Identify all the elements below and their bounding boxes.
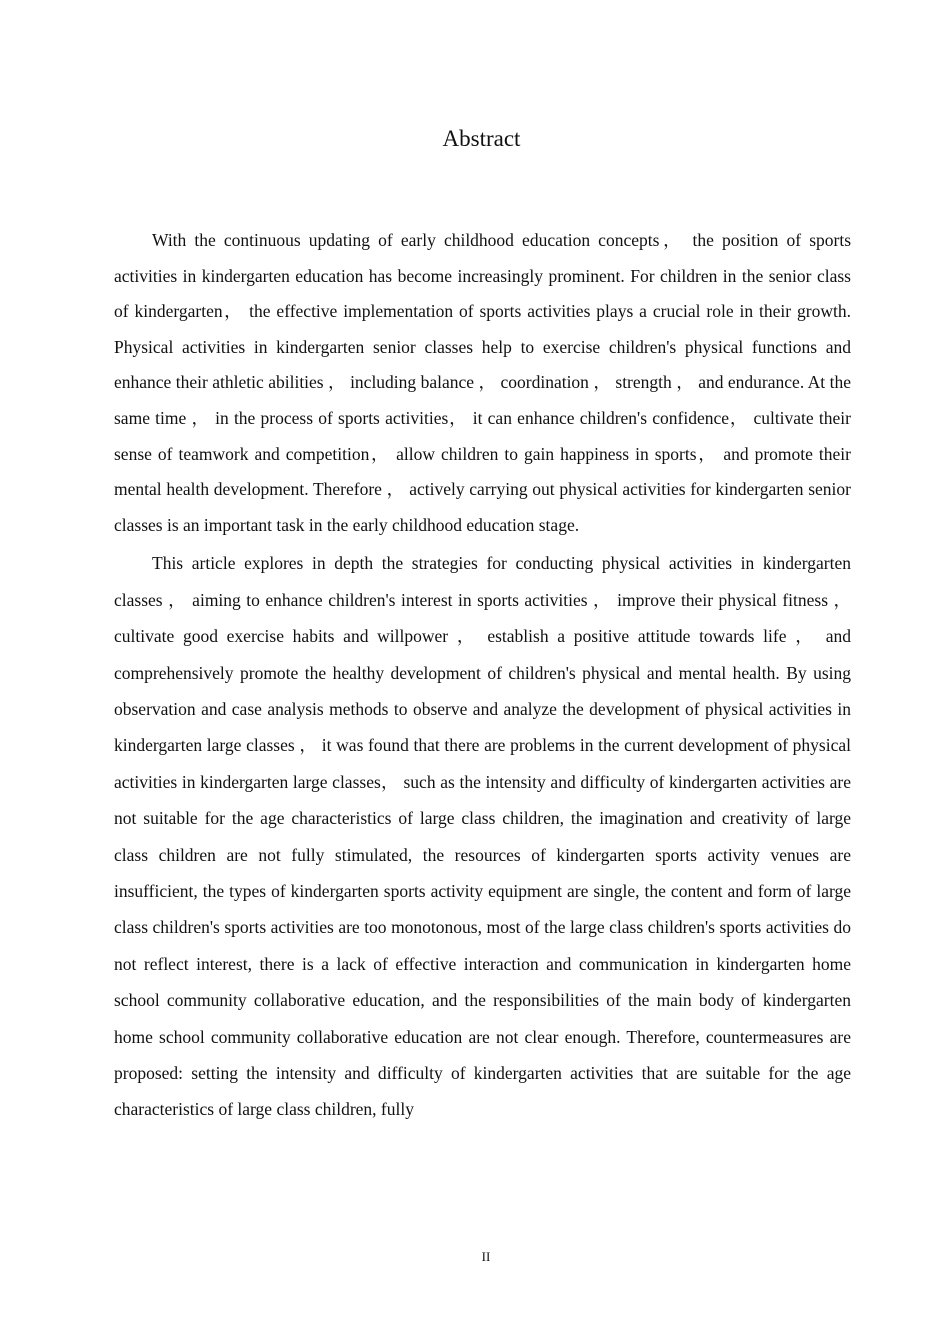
page-number: II	[481, 1249, 491, 1264]
abstract-body	[114, 223, 851, 1128]
abstract-paragraph-1: With the continuous updating of early childhood education concepts， the position of sports activities in kindergarten education has become increasingly prominent. For children in the senior class of kindergarten， the effective implementation of sports activities plays a crucial role in their growth. Physical activities in kindergarten senior classes help to exercise children's physical functions and enhance their athletic abilities ， including balance ， coordination ， strength ， and endurance. At the same time ， in the process of sports activities， it can enhance children's confidence， cultivate their sense of teamwork and competition， allow children to gain happiness in sports， and promote their mental health development. Therefore ， actively carrying out physical activities for kindergarten senior classes is an important task in the early childhood education stage.	[114, 230, 851, 535]
abstract-paragraph-2: This article explores in depth the strategies for conducting physical activities in kindergarten classes ， aiming to enhance children's interest in sports activities ， improve their physical fitness ， cultivate good exercise habits and willpower ， establish a positive attitude towards life ， and comprehensively promote the healthy development of children's physical and mental health. By using observation and case analysis methods to observe and analyze the development of physical activities in kindergarten large classes ， it was found that there are problems in the current development of physical activities in kindergarten large classes， such as the intensity and difficulty of kindergarten activities are not suitable for the age characteristics of large class children, the imagination and creativity of large class children are not fully stimulated, the resources of kindergarten sports activity venues are insufficient, the types of kindergarten sports activity equipment are single, the content and form of large class children's sports activities are too monotonous, most of the large class children's sports activities do not reflect interest, there is a lack of effective interaction and communication in kindergarten home school community collaborative education, and the responsibilities of the main body of kindergarten home school community collaborative education are not clear enough. Therefore, countermeasures are proposed: setting the intensity and difficulty of kindergarten activities that are suitable for the age characteristics of large class children, fully	[114, 553, 851, 1120]
abstract-title: Abstract	[442, 126, 521, 151]
